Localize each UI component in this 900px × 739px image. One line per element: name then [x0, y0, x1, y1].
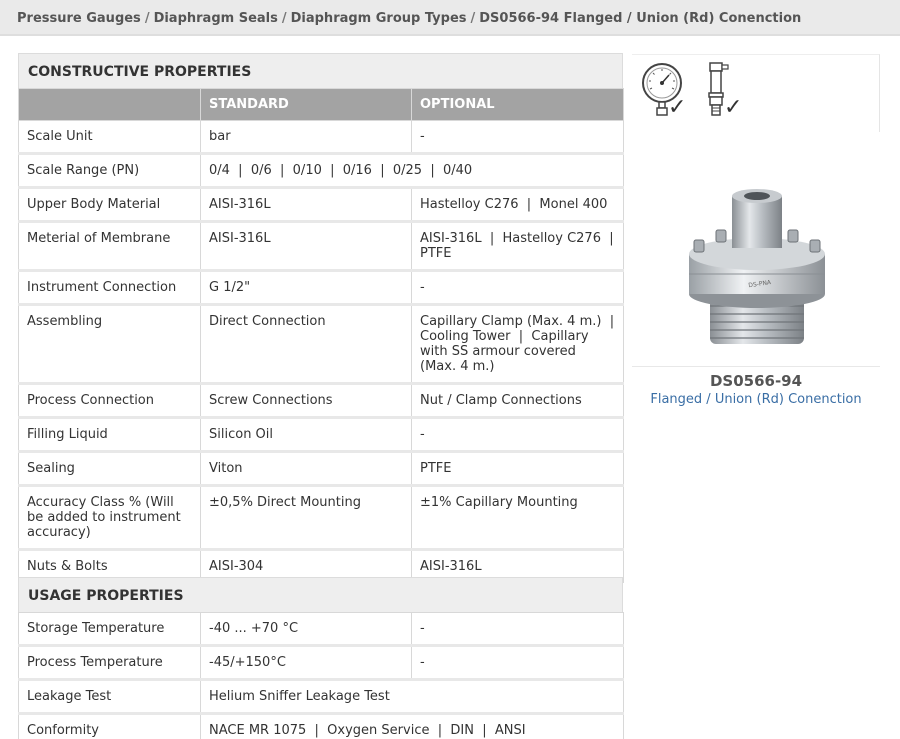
- breadcrumb: [0, 0, 900, 36]
- table-row: [19, 680, 624, 714]
- table-row: [19, 486, 624, 550]
- product-panel: [632, 54, 880, 414]
- product-description-link[interactable]: Flanged / Union (Rd) Conenction: [650, 392, 862, 407]
- table-row: [19, 154, 624, 188]
- breadcrumb-separator: /: [470, 11, 476, 26]
- table-row: [19, 646, 624, 680]
- svg-text:DS-PNA: DS-PNA: [747, 279, 772, 290]
- optional-value: -: [412, 613, 624, 646]
- breadcrumb-current-product: DS0566-94 Flanged / Union (Rd) Conenction: [479, 11, 802, 26]
- standard-value: Silicon Oil: [201, 418, 412, 452]
- optional-value: -: [412, 121, 624, 154]
- header-optional: OPTIONAL: [412, 89, 624, 121]
- table-row: [19, 271, 624, 305]
- table-row: [19, 452, 624, 486]
- checkmark-icon: ✓: [724, 95, 743, 120]
- standard-value: 0/4 | 0/6 | 0/10 | 0/16 | 0/25 | 0/40: [201, 154, 624, 188]
- breadcrumb-pressure-gauges[interactable]: Pressure Gauges: [17, 11, 141, 26]
- standard-value: AISI-316L: [201, 222, 412, 271]
- breadcrumb-diaphragm-group-types[interactable]: Diaphragm Group Types: [290, 11, 467, 26]
- table-row: [19, 418, 624, 452]
- table-row: [19, 305, 624, 384]
- section-title: USAGE PROPERTIES: [18, 577, 623, 612]
- compatibility-icons: [632, 54, 880, 132]
- property-label: Process Connection: [19, 384, 201, 418]
- divider: [632, 366, 880, 367]
- standard-value: AISI-304: [201, 550, 412, 583]
- property-label: Sealing: [19, 452, 201, 486]
- property-label: Nuts & Bolts: [19, 550, 201, 583]
- checkmark-icon: ✓: [668, 95, 687, 120]
- property-label: Filling Liquid: [19, 418, 201, 452]
- standard-value: AISI-316L: [201, 188, 412, 222]
- section-title: CONSTRUCTIVE PROPERTIES: [18, 53, 623, 88]
- standard-value: -45/+150°C: [201, 646, 412, 680]
- standard-value: Viton: [201, 452, 412, 486]
- optional-value: Hastelloy C276 | Monel 400: [412, 188, 624, 222]
- standard-value: NACE MR 1075 | Oxygen Service | DIN | ANSI: [201, 714, 624, 739]
- breadcrumb-separator: /: [144, 11, 150, 26]
- optional-value: Nut / Clamp Connections: [412, 384, 624, 418]
- header-standard: STANDARD: [201, 89, 412, 121]
- optional-value: -: [412, 646, 624, 680]
- property-label: Conformity: [19, 714, 201, 739]
- property-label: Storage Temperature: [19, 613, 201, 646]
- usage-properties-table: [18, 612, 624, 739]
- table-row: [19, 714, 624, 739]
- property-label: Process Temperature: [19, 646, 201, 680]
- optional-value: PTFE: [412, 452, 624, 486]
- standard-value: bar: [201, 121, 412, 154]
- product-image: [672, 182, 842, 352]
- standard-value: G 1/2": [201, 271, 412, 305]
- property-label: Instrument Connection: [19, 271, 201, 305]
- optional-value: -: [412, 271, 624, 305]
- standard-value: Screw Connections: [201, 384, 412, 418]
- optional-value: ±1% Capillary Mounting: [412, 486, 624, 550]
- product-code: DS0566-94: [709, 372, 803, 390]
- property-label: Scale Range (PN): [19, 154, 201, 188]
- table-row: [19, 222, 624, 271]
- property-label: Scale Unit: [19, 121, 201, 154]
- property-label: Accuracy Class % (Will be added to instrument accuracy): [19, 486, 201, 550]
- header-cell-empty: [19, 89, 201, 121]
- standard-value: -40 ... +70 °C: [201, 613, 412, 646]
- breadcrumb-separator: /: [281, 11, 287, 26]
- table-row: [19, 613, 624, 646]
- property-label: Upper Body Material: [19, 188, 201, 222]
- table-row: [19, 121, 624, 154]
- table-row: [19, 384, 624, 418]
- optional-value: AISI-316L: [412, 550, 624, 583]
- optional-value: AISI-316L | Hastelloy C276 | PTFE: [412, 222, 624, 271]
- usage-properties-section: [18, 577, 623, 739]
- standard-value: ±0,5% Direct Mounting: [201, 486, 412, 550]
- standard-value: Direct Connection: [201, 305, 412, 384]
- breadcrumb-diaphragm-seals[interactable]: Diaphragm Seals: [153, 11, 278, 26]
- table-row: [19, 188, 624, 222]
- constructive-properties-table: [18, 88, 624, 583]
- property-label: Assembling: [19, 305, 201, 384]
- property-label: Meterial of Membrane: [19, 222, 201, 271]
- optional-value: -: [412, 418, 624, 452]
- constructive-properties-section: [18, 53, 623, 583]
- property-label: Leakage Test: [19, 680, 201, 714]
- optional-value: Capillary Clamp (Max. 4 m.) | Cooling Tower | Capillary with SS armour covered (Max. 4 m.): [412, 305, 624, 384]
- standard-value: Helium Sniffer Leakage Test: [201, 680, 624, 714]
